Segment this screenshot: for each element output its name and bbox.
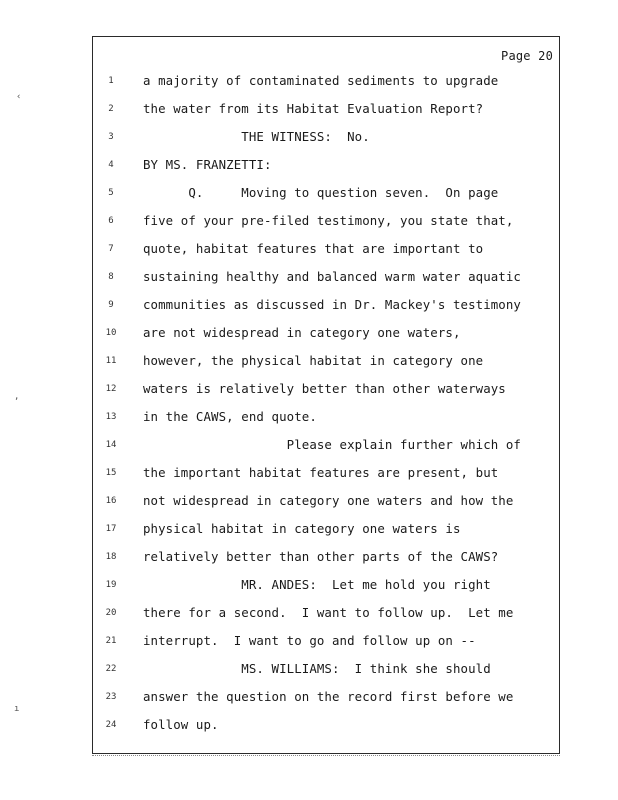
line-text: THE WITNESS: No. <box>143 129 370 144</box>
line-text: in the CAWS, end quote. <box>143 409 317 424</box>
transcript-line <box>93 381 561 409</box>
line-number: 8 <box>108 272 114 282</box>
line-text: communities as discussed in Dr. Mackey's testimony <box>143 297 521 312</box>
line-text: there for a second. I want to follow up. Let me <box>143 605 514 620</box>
transcript-line <box>93 493 561 521</box>
line-text: not widespread in category one waters and how the <box>143 493 514 508</box>
line-number: 18 <box>105 552 117 562</box>
line-text: MS. WILLIAMS: I think she should <box>143 661 491 676</box>
line-number: 24 <box>105 720 117 730</box>
transcript-line <box>93 157 561 185</box>
transcript-line <box>93 437 561 465</box>
margin-mark: ı <box>14 704 20 714</box>
line-number: 6 <box>108 216 114 226</box>
line-number: 23 <box>105 692 117 702</box>
line-text: sustaining healthy and balanced warm water aquatic <box>143 269 521 284</box>
line-text: Q. Moving to question seven. On page <box>143 185 499 200</box>
margin-mark: ‹ <box>16 92 22 102</box>
line-number: 3 <box>108 132 114 142</box>
line-text: five of your pre-filed testimony, you state that, <box>143 213 514 228</box>
line-number: 9 <box>108 300 114 310</box>
line-text: a majority of contaminated sediments to upgrade <box>143 73 499 88</box>
line-number: 21 <box>105 636 117 646</box>
transcript-line <box>93 521 561 549</box>
line-text: Please explain further which of <box>143 437 521 452</box>
line-text: the important habitat features are present, but <box>143 465 499 480</box>
line-text: relatively better than other parts of the CAWS? <box>143 549 499 564</box>
transcript-line <box>93 409 561 437</box>
line-number: 19 <box>105 580 117 590</box>
line-text: however, the physical habitat in category one <box>143 353 484 368</box>
transcript-line <box>93 353 561 381</box>
transcript-line <box>93 633 561 661</box>
page-number: Page 20 <box>501 49 553 63</box>
line-number: 4 <box>108 160 114 170</box>
line-text: BY MS. FRANZETTI: <box>143 157 272 172</box>
line-number: 12 <box>105 384 117 394</box>
line-number: 10 <box>105 328 117 338</box>
transcript-line <box>93 185 561 213</box>
bottom-rule <box>92 755 560 756</box>
transcript-line <box>93 717 561 745</box>
transcript-line <box>93 101 561 129</box>
transcript-line <box>93 605 561 633</box>
transcript-line <box>93 129 561 157</box>
line-text: physical habitat in category one waters is <box>143 521 461 536</box>
line-text: quote, habitat features that are important to <box>143 241 484 256</box>
transcript-page <box>92 36 560 754</box>
line-number: 16 <box>105 496 117 506</box>
line-number: 11 <box>105 356 117 366</box>
line-text: MR. ANDES: Let me hold you right <box>143 577 491 592</box>
transcript-line <box>93 577 561 605</box>
transcript-line <box>93 661 561 689</box>
transcript-line <box>93 549 561 577</box>
line-text: the water from its Habitat Evaluation Report? <box>143 101 484 116</box>
line-number: 14 <box>105 440 117 450</box>
transcript-line <box>93 269 561 297</box>
line-text: follow up. <box>143 717 219 732</box>
line-number: 5 <box>108 188 114 198</box>
line-number: 15 <box>105 468 117 478</box>
line-number: 2 <box>108 104 114 114</box>
line-number: 13 <box>105 412 117 422</box>
line-number: 7 <box>108 244 114 254</box>
transcript-line <box>93 465 561 493</box>
transcript-line <box>93 213 561 241</box>
line-number: 22 <box>105 664 117 674</box>
line-number: 17 <box>105 524 117 534</box>
line-text: answer the question on the record first before we <box>143 689 514 704</box>
transcript-line <box>93 73 561 101</box>
transcript-line <box>93 325 561 353</box>
margin-mark: ‚ <box>14 392 20 402</box>
line-number: 1 <box>108 76 114 86</box>
line-text: interrupt. I want to go and follow up on -- <box>143 633 476 648</box>
transcript-line <box>93 689 561 717</box>
line-text: are not widespread in category one waters, <box>143 325 461 340</box>
line-number: 20 <box>105 608 117 618</box>
transcript-line <box>93 297 561 325</box>
transcript-line <box>93 241 561 269</box>
line-text: waters is relatively better than other waterways <box>143 381 506 396</box>
